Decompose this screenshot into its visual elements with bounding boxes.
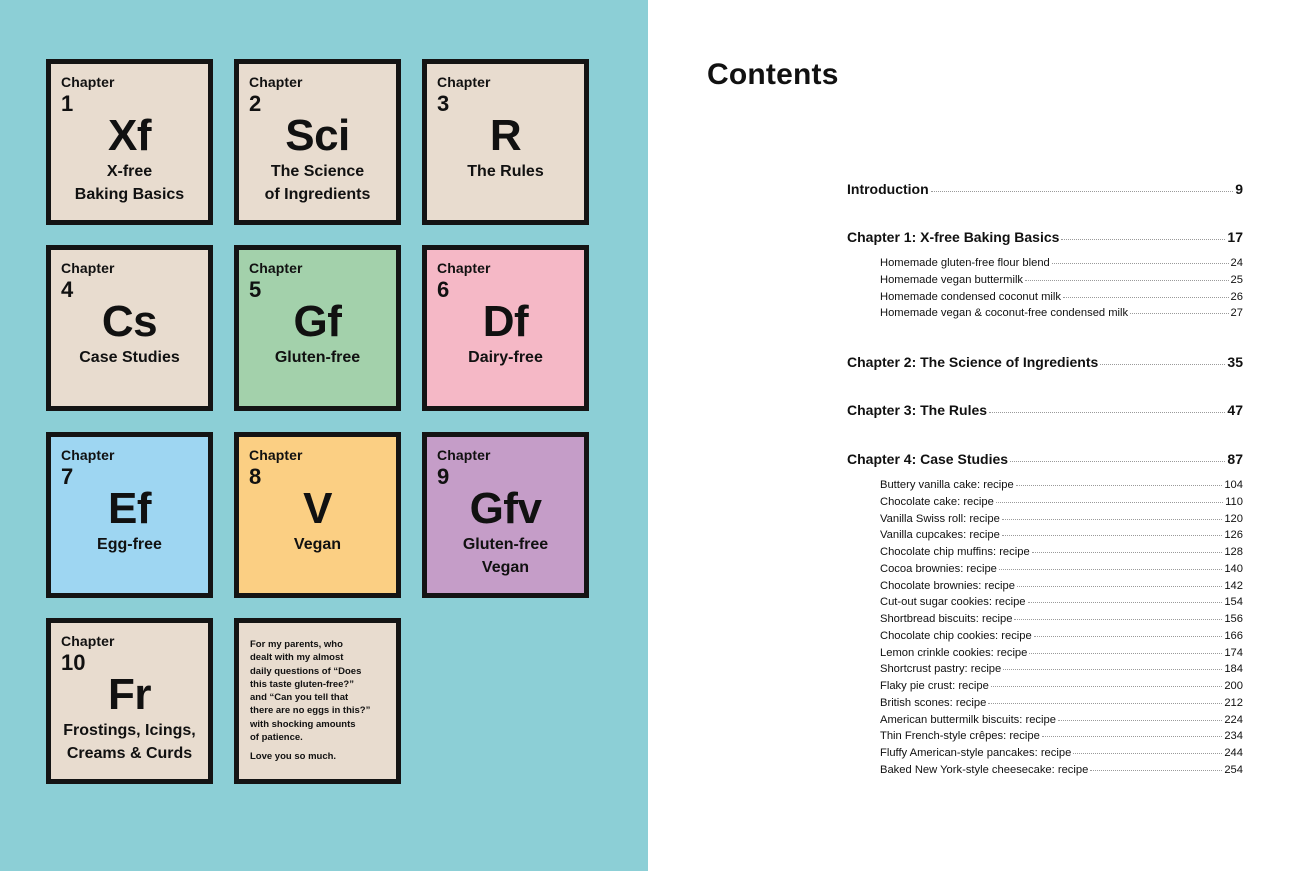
toc-recipe-entry [880,546,1243,558]
chapter-label: Chapter [249,447,303,463]
toc-entry-title: Chapter 1: X-free Baking Basics [847,229,1060,245]
dot-leader [996,502,1223,503]
toc-entry-title: Cut-out sugar cookies: recipe [880,596,1026,608]
chapter-symbol: Gf [293,297,342,346]
dot-leader [1061,239,1225,240]
chapter-number: 8 [249,464,262,489]
toc-entry-title: Chocolate brownies: recipe [880,580,1015,592]
toc-recipe-entry [880,479,1243,491]
toc-page-number: 17 [1227,229,1243,245]
toc-recipe-entry [880,764,1243,776]
toc-entry-title: American buttermilk biscuits: recipe [880,714,1056,726]
chapter-symbol: V [303,484,332,533]
toc-recipe-entry [880,563,1243,575]
chapter-name: Frostings, Icings, Creams & Curds [63,722,196,762]
dot-leader [991,686,1223,687]
toc-page-number: 120 [1224,513,1243,525]
toc-entry-title: Lemon crinkle cookies: recipe [880,647,1028,659]
toc-page-number: 128 [1224,546,1243,558]
chapter-number: 1 [61,91,74,116]
toc-entry-title: Flaky pie crust: recipe [880,680,989,692]
toc-recipe-entry [880,613,1243,625]
toc-recipe-entry [880,291,1243,303]
toc-recipe-entry [880,730,1243,742]
toc-entry-title: Chocolate chip cookies: recipe [880,630,1032,642]
chapter-name: Case Studies [79,349,180,366]
chapter-label: Chapter [249,74,303,90]
toc-page-number: 200 [1224,680,1243,692]
toc-chapter-entry [847,229,1243,245]
chapter-number: 3 [437,91,450,116]
chapter-tile-4 [46,245,213,411]
toc-entry-title: Vanilla Swiss roll: recipe [880,513,1000,525]
toc-page-number: 126 [1224,529,1243,541]
toc-page-number: 25 [1230,274,1243,286]
toc-page-number: 234 [1224,730,1243,742]
toc-entry-title: Cocoa brownies: recipe [880,563,997,575]
toc-recipe-entry [880,596,1243,608]
chapter-name: Gluten-free [274,349,361,366]
chapter-number: 5 [249,277,262,302]
dot-leader [1042,736,1223,737]
chapter-label: Chapter [61,74,115,90]
toc-recipe-entry [880,697,1243,709]
chapter-name: Egg-free [97,536,162,553]
toc-recipe-entry [880,647,1243,659]
toc-entry-title: Chapter 3: The Rules [847,402,988,418]
dot-leader [1017,586,1222,587]
dot-leader [1002,519,1223,520]
toc-page-number: 35 [1227,354,1243,370]
toc-page-number: 142 [1224,580,1243,592]
toc-page-number: 140 [1224,563,1243,575]
chapter-name: The Rules [467,163,544,180]
toc-page-number: 24 [1230,257,1243,269]
dot-leader [1029,653,1222,654]
toc-recipe-entry [880,274,1243,286]
dot-leader [1002,535,1223,536]
toc-entry-title: Homemade vegan & coconut-free condensed milk [880,307,1129,319]
toc-recipe-entry [880,580,1243,592]
toc-recipe-entry [880,630,1243,642]
contents-title: Contents [707,58,839,91]
toc-page-number: 110 [1225,496,1243,508]
toc-recipe-entry [880,513,1243,525]
toc-entry-title: Chapter 2: The Science of Ingredients [847,354,1099,370]
toc-entry-title: Homemade gluten-free flour blend [880,257,1050,269]
chapter-label: Chapter [249,260,303,276]
dot-leader [1010,461,1225,462]
dot-leader [1130,313,1228,314]
chapter-tile-5 [234,245,401,411]
dot-leader [1032,552,1223,553]
chapter-tile-6 [422,245,589,411]
toc-page-number: 87 [1227,451,1243,467]
chapter-label: Chapter [437,260,491,276]
toc-entry-title: Homemade condensed coconut milk [880,291,1061,303]
chapter-number: 9 [437,464,450,489]
chapter-label: Chapter [437,447,491,463]
chapter-symbol: Xf [108,111,151,160]
toc-entry-title: Introduction [847,181,929,197]
toc-page-number: 224 [1224,714,1243,726]
toc-page-number: 26 [1230,291,1243,303]
toc-entry-title: Thin French-style crêpes: recipe [880,730,1040,742]
dot-leader [1003,669,1222,670]
toc-page-number: 104 [1224,479,1243,491]
dot-leader [999,569,1222,570]
toc-page-number: 184 [1224,663,1243,675]
dot-leader [1028,602,1223,603]
chapter-number: 2 [249,91,262,116]
toc-entry-title: Shortbread biscuits: recipe [880,613,1013,625]
chapter-number: 10 [61,650,86,675]
toc-page-number: 166 [1224,630,1243,642]
toc-entry-title: Homemade vegan buttermilk [880,274,1024,286]
chapter-tile-9 [422,432,589,598]
chapter-symbol: R [489,111,522,160]
chapter-name: Gluten-free Vegan [462,536,549,576]
chapter-label: Chapter [437,74,491,90]
chapter-label: Chapter [61,260,115,276]
dot-leader [1052,263,1229,264]
toc-entry-title: Vanilla cupcakes: recipe [880,529,1000,541]
toc-page-number: 27 [1230,307,1243,319]
dot-leader [1100,364,1225,365]
toc-entry-title: Chocolate chip muffins: recipe [880,546,1030,558]
toc-recipe-entry [880,680,1243,692]
chapter-symbol: Cs [101,297,158,346]
dot-leader [1034,636,1223,637]
toc-page-number: 174 [1224,647,1243,659]
left-page [0,0,648,871]
dot-leader [1016,485,1223,486]
toc-recipe-entry [880,529,1243,541]
chapter-symbol: Sci [285,111,350,160]
toc-entry-title: Chapter 4: Case Studies [847,451,1009,467]
dedication-closing: Love you so much. [250,751,337,763]
toc-entry-title: Baked New York-style cheesecake: recipe [880,764,1089,776]
dedication-text: For my parents, who dealt with my almost daily questions of “Does this taste gluten-free?” and “Can you tell that there are no eggs in this?” with shocking amounts of patience. [250,639,371,744]
chapter-tile-2 [234,59,401,225]
toc-entry-title: Fluffy American-style pancakes: recipe [880,747,1072,759]
dot-leader [988,703,1222,704]
toc-chapter-entry [847,354,1243,370]
chapter-name: Dairy-free [468,349,543,366]
chapter-tile-7 [46,432,213,598]
dot-leader [1058,720,1222,721]
toc-page-number: 212 [1224,697,1243,709]
dot-leader [1063,297,1229,298]
chapter-number: 7 [61,464,74,489]
chapter-symbol: Gfv [469,484,542,533]
chapter-tile-3 [422,59,589,225]
dot-leader [1025,280,1229,281]
toc-recipe-entry [880,307,1243,319]
toc-page-number: 244 [1224,747,1243,759]
toc-recipe-entry [880,257,1243,269]
toc-chapter-entry [847,181,1243,197]
chapter-symbol: Df [482,297,529,346]
toc-recipe-entry [880,714,1243,726]
toc-recipe-entry [880,747,1243,759]
toc-chapter-entry [847,451,1243,467]
chapter-tile-10 [46,618,213,784]
chapter-name: The Science of Ingredients [264,163,371,203]
toc-page-number: 154 [1224,596,1243,608]
chapter-symbol: Fr [108,670,151,719]
dedication-tile [234,618,401,784]
chapter-number: 4 [61,277,74,302]
dot-leader [1090,770,1222,771]
toc-entry-title: Chocolate cake: recipe [880,496,994,508]
chapter-name: Vegan [293,536,342,553]
chapter-name: X-free Baking Basics [74,163,185,203]
dot-leader [989,412,1225,413]
toc-entry-title: Buttery vanilla cake: recipe [880,479,1014,491]
toc-page-number: 9 [1235,181,1243,197]
dot-leader [1073,753,1222,754]
chapter-label: Chapter [61,633,115,649]
toc-chapter-entry [847,402,1243,418]
toc-page-number: 47 [1227,402,1243,418]
chapter-tile-1 [46,59,213,225]
chapter-number: 6 [437,277,450,302]
chapter-symbol: Ef [108,484,151,533]
dot-leader [1014,619,1222,620]
chapter-tile-8 [234,432,401,598]
dot-leader [931,191,1234,192]
chapter-label: Chapter [61,447,115,463]
toc-entry-title: Shortcrust pastry: recipe [880,663,1002,675]
toc-recipe-entry [880,496,1243,508]
toc-page-number: 156 [1224,613,1243,625]
toc-page-number: 254 [1224,764,1243,776]
toc-entry-title: British scones: recipe [880,697,987,709]
toc-recipe-entry [880,663,1243,675]
